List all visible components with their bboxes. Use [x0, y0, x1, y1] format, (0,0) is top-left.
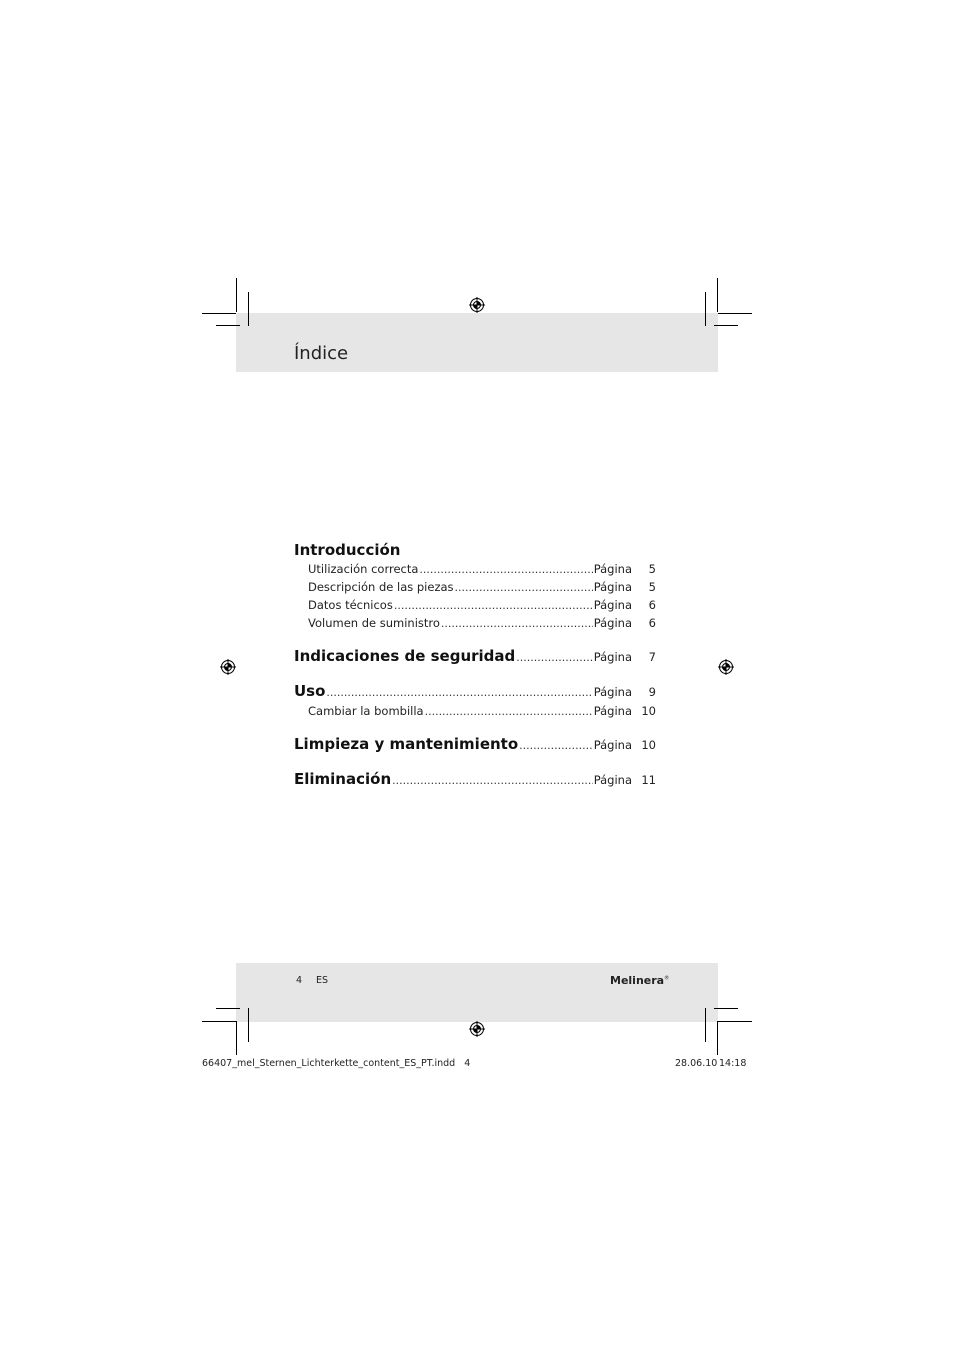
page-word: Página: [593, 773, 632, 787]
page-number: 10: [641, 704, 656, 718]
toc-heading-introduccion: Introducción: [294, 541, 401, 559]
toc-entry-label: Utilización correcta: [308, 562, 419, 576]
page-word: Página: [593, 650, 632, 664]
toc-entry-label: Eliminación: [294, 770, 392, 788]
dot-leader: [455, 581, 593, 594]
brand-mark: ®: [664, 975, 670, 982]
page-word: Página: [593, 685, 632, 699]
registration-mark-icon: [718, 659, 734, 675]
registration-mark-icon: [469, 1021, 485, 1037]
registration-mark-icon: [220, 659, 236, 675]
slug-date: 28.06.10: [675, 1058, 718, 1069]
toc-entry-label: Cambiar la bombilla: [308, 704, 424, 718]
page-word: Página: [593, 598, 632, 612]
page-number: 7: [648, 650, 656, 664]
dot-leader: [392, 774, 593, 787]
dot-leader: [425, 705, 593, 718]
dot-leader: [419, 563, 592, 576]
toc-entry-main[interactable]: [294, 735, 656, 753]
toc-entry-label: Limpieza y mantenimiento: [294, 735, 519, 753]
page-number: 6: [648, 598, 656, 612]
footer-language: ES: [316, 975, 329, 986]
toc-entry-main[interactable]: [294, 770, 656, 788]
toc-entry[interactable]: [308, 580, 656, 594]
dot-leader: [394, 599, 593, 612]
page-number: 11: [641, 773, 656, 787]
toc-entry[interactable]: [308, 562, 656, 576]
page-word: Página: [593, 616, 632, 630]
page-number: 6: [648, 616, 656, 630]
dot-leader: [326, 686, 592, 699]
page-word: Página: [593, 580, 632, 594]
page-number: 5: [648, 580, 656, 594]
slug-filename: 66407_mel_Sternen_Lichterkette_content_ES_PT.indd 4: [202, 1058, 471, 1069]
brand-name: Melinera: [610, 974, 665, 987]
toc-entry[interactable]: [308, 704, 656, 718]
page-word: Página: [593, 704, 632, 718]
toc-entry[interactable]: [308, 616, 656, 630]
footer-band: [236, 963, 718, 1022]
dot-leader: [516, 651, 592, 664]
toc-entry-main[interactable]: [294, 682, 656, 700]
slug-time: 14:18: [719, 1058, 747, 1069]
page-number: 5: [648, 562, 656, 576]
toc-entry-label: Datos técnicos: [308, 598, 393, 612]
toc-entry[interactable]: [308, 598, 656, 612]
dot-leader: [519, 739, 593, 752]
page-word: Página: [593, 738, 632, 752]
toc-entry-label: Indicaciones de seguridad: [294, 647, 516, 665]
page-number: 10: [641, 738, 656, 752]
brand-logo: [610, 974, 669, 987]
page-word: Página: [593, 562, 632, 576]
footer-page-number: 4: [296, 975, 303, 986]
dot-leader: [441, 617, 593, 630]
toc-entry-label: Uso: [294, 682, 326, 700]
toc-entry-label: Descripción de las piezas: [308, 580, 454, 594]
registration-mark-icon: [469, 297, 485, 313]
page-number: 9: [648, 685, 656, 699]
toc-entry-main[interactable]: [294, 647, 656, 665]
page-title: Índice: [294, 343, 349, 364]
toc-entry-label: Volumen de suministro: [308, 616, 440, 630]
